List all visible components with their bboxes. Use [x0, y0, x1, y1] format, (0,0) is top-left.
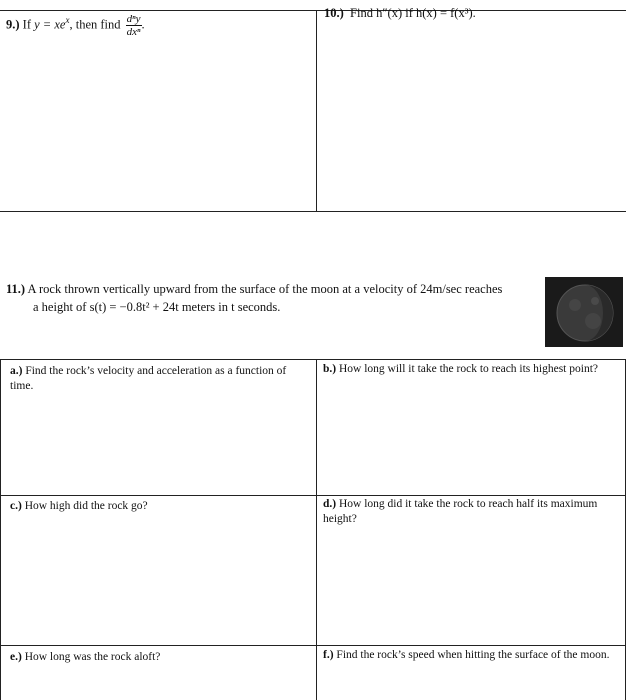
moon-icon	[545, 277, 623, 347]
part-text: How long was the rock aloft?	[24, 651, 161, 663]
fraction-denominator: dxⁿ	[126, 26, 141, 38]
question-text: Find h″(x) if h(x) = f(x³).	[350, 6, 476, 20]
part-label: a.)	[10, 365, 23, 377]
moon-image	[545, 277, 623, 347]
top-question-grid	[0, 10, 626, 212]
part-c	[10, 499, 300, 514]
equation: y = xe	[34, 17, 66, 32]
part-text: How high did the rock go?	[24, 500, 148, 512]
part-d	[323, 497, 613, 527]
row-divider	[0, 495, 626, 496]
parts-grid	[0, 359, 626, 700]
question-number: 9.)	[6, 17, 20, 32]
question-11	[6, 280, 502, 316]
part-label: d.)	[323, 498, 337, 510]
part-label: b.)	[323, 363, 337, 375]
part-text: Find the rock’s speed when hitting the surface of the moon.	[336, 649, 610, 661]
derivative-fraction	[126, 13, 142, 38]
question-number: 11.)	[6, 282, 26, 296]
part-f	[323, 648, 613, 663]
part-text: How long did it take the rock to reach half its maximum height?	[323, 498, 598, 525]
column-divider	[316, 11, 317, 211]
part-a	[10, 364, 300, 394]
part-text: Find the rock’s velocity and acceleration as a function of time.	[10, 365, 287, 392]
part-e	[10, 650, 300, 665]
question-text: , then find	[69, 17, 121, 32]
equation-exponent: x	[65, 15, 70, 26]
question-9	[6, 13, 145, 38]
part-b	[323, 362, 613, 377]
part-label: c.)	[10, 500, 22, 512]
question-10	[324, 6, 476, 21]
question-text-line-1: A rock thrown vertically upward from the surface of the moon at a velocity of 24m/sec reaches	[27, 282, 503, 296]
question-text: If	[22, 17, 31, 32]
part-label: e.)	[10, 651, 22, 663]
fraction-numerator: dⁿy	[126, 13, 141, 25]
question-number: 10.)	[324, 6, 344, 20]
row-divider	[0, 645, 626, 646]
question-end: .	[141, 17, 145, 32]
grid-border-left	[0, 360, 1, 700]
question-text-line-2: a height of s(t) = −0.8t² + 24t meters in t seconds.	[33, 300, 281, 314]
column-divider	[316, 360, 317, 700]
part-text: How long will it take the rock to reach its highest point?	[338, 363, 598, 375]
part-label: f.)	[323, 649, 334, 661]
